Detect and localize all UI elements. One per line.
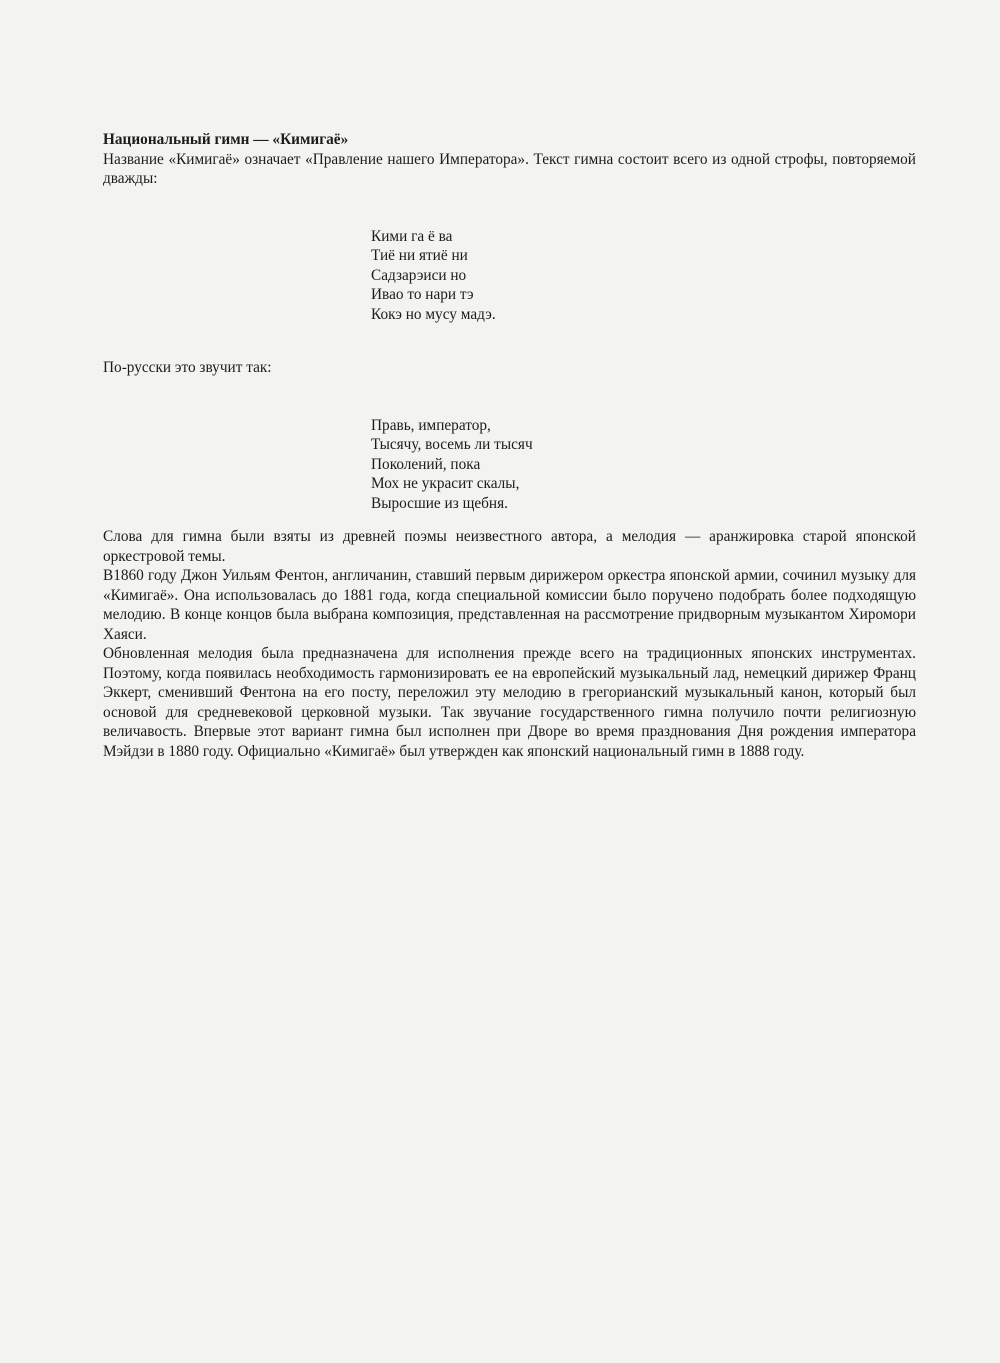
verse-line: Ивао то нари тэ [371, 286, 474, 303]
verse-line: Мох не украсит скалы, [371, 475, 520, 492]
verse-line: Кими га ё ва [371, 227, 453, 245]
body-paragraph: В1860 году Джон Уильям Фентон, англичанин, ставший первым дирижером оркестра японской армии, сочинил музыку для «Кимигаё». Она использовалась до 1881 года, когда специальной комиссии было поручено подобрать более подходящую мелодию. В конце концов была выбрана композиция, представленная на рассмотрение придворным музыкантом Хиромори Хаяси. [103, 567, 916, 643]
verse-line: Тиё ни ятиё ни [371, 247, 468, 264]
document-body [103, 130, 916, 761]
spacer [103, 513, 916, 527]
russian-intro: По-русски это звучит так: [103, 359, 272, 376]
spacer [103, 378, 916, 416]
verse-line: Садзарэиси но [371, 266, 467, 284]
spacer [103, 324, 916, 358]
section-heading: Национальный гимн — «Кимигаё» [103, 131, 349, 148]
intro-paragraph [103, 150, 916, 189]
verse-russian [103, 416, 916, 514]
verse-line: Поколений, пока [371, 455, 481, 473]
verse-line: Правь, император, [371, 416, 491, 434]
intro-text: Название «Кимигаё» означает «Правление нашего Императора». Текст гимна состоит всего из одной строфы, повторяемой дважды: [103, 150, 916, 187]
body-paragraph: Обновленная мелодия была предназначена для исполнения прежде всего на традиционных японских инструментах. Поэтому, когда появилась необходимость гармонизировать ее на европейский музыкальный лад, немецкий дирижер Франц Эккерт, сменивший Фентона на его посту, переложил эту мелодию в грегорианский музыкальный канон, который был основой для средневековой церковной музыки. Так звучание государственного гимна получило почти религиозную величавость. Впервые этот вариант гимна был исполнен при Дворе во время празднования Дня рождения императора Мэйдзи в 1880 году. Официально «Кимигаё» был утвержден как японский национальный гимн в 1888 году. [103, 645, 916, 760]
verse-line: Тысячу, восемь ли тысяч [371, 436, 533, 453]
verse-japanese [103, 227, 916, 325]
verse-line: Кокэ но мусу мадэ. [371, 305, 496, 323]
verse-line: Выросшие из щебня. [371, 494, 508, 512]
spacer [103, 189, 916, 227]
body-paragraph: Слова для гимна были взяты из древней поэмы неизвестного автора, а мелодия — аранжировка старой японской оркестровой темы. [103, 528, 916, 565]
